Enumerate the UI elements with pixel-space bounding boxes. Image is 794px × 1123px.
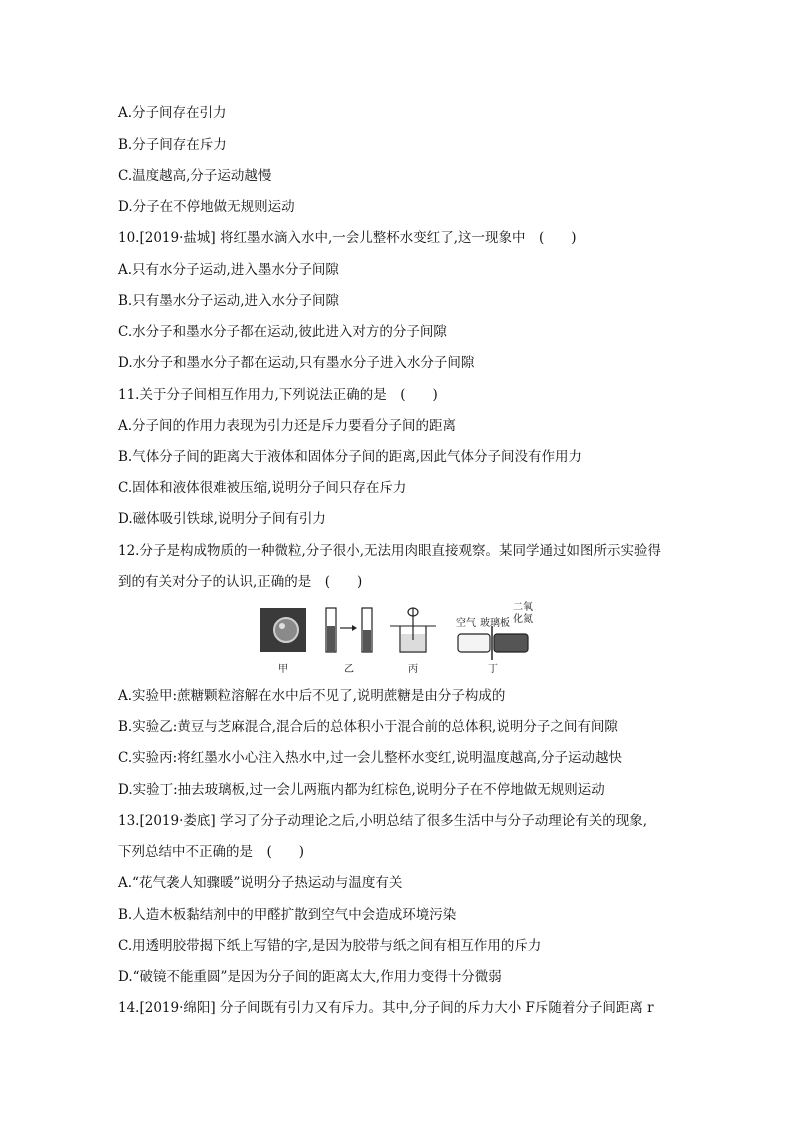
- option-line: B.人造木板黏结剂中的甲醛扩散到空气中会造成环境污染: [118, 907, 457, 923]
- no2-label-line1: 二氧: [513, 602, 533, 613]
- question-12-stem: 12.分子是构成物质的一种微粒,分子很小,无法用肉眼直接观察。某同学通过如图所示实验得: [118, 543, 662, 559]
- question-11-stem: 11.关于分子间相互作用力,下列说法正确的是 ( ): [118, 387, 438, 403]
- option-line: C.水分子和墨水分子都在运动,彼此进入对方的分子间隙: [118, 324, 447, 340]
- arrow-right-icon: [352, 625, 357, 631]
- option-line: A.分子间的作用力表现为引力还是斥力要看分子间的距离: [118, 418, 457, 434]
- option-line: A.只有水分子运动,进入墨水分子间隙: [118, 262, 339, 278]
- question-13-stem-cont: 下列总结中不正确的是 ( ): [118, 844, 305, 860]
- option-line: D.分子在不停地做无规则运动: [118, 199, 295, 215]
- question-12-stem-cont: 到的有关对分子的认识,正确的是 ( ): [118, 574, 363, 590]
- option-line: C.固体和液体很难被压缩,说明分子间只存在斥力: [118, 480, 407, 496]
- option-line: C.实验丙:将红墨水小心注入热水中,过一会儿整杯水变红,说明温度越高,分子运动越快: [118, 750, 623, 766]
- option-line: C.用透明胶带揭下纸上写错的字,是因为胶带与纸之间有相互作用的斥力: [118, 938, 542, 954]
- option-line: D.“破镜不能重圆”是因为分子间的距离太大,作用力变得十分微弱: [118, 969, 502, 985]
- option-line: A.“花气袭人知骤暖”说明分子热运动与温度有关: [118, 875, 403, 891]
- figure-label-jia: 甲: [278, 664, 288, 675]
- question-13-stem: 13.[2019·娄底] 学习了分子动理论之后,小明总结了很多生活中与分子动理论有关的现象,: [118, 813, 648, 829]
- option-line: D.磁体吸引铁球,说明分子间有引力: [118, 511, 326, 527]
- figure-label-yi: 乙: [344, 664, 354, 675]
- option-line: C.温度越高,分子运动越慢: [118, 168, 272, 184]
- question-14-stem: 14.[2019·绵阳] 分子间既有引力又有斥力。其中,分子间的斥力大小 F斥随着分子间距离 r: [118, 1000, 654, 1016]
- figure-label-ding: 丁: [488, 664, 498, 675]
- figure-label-bing: 丙: [408, 664, 418, 675]
- option-line: D.实验丁:抽去玻璃板,过一会儿两瓶内都为红棕色,说明分子在不停地做无规则运动: [118, 782, 605, 798]
- option-line: A.实验甲:蔗糖颗粒溶解在水中后不见了,说明蔗糖是由分子构成的: [118, 688, 506, 704]
- option-line: A.分子间存在引力: [118, 105, 227, 121]
- option-line: D.水分子和墨水分子都在运动,只有墨水分子进入水分子间隙: [118, 355, 475, 371]
- option-line: B.分子间存在斥力: [118, 137, 227, 153]
- option-line: B.气体分子间的距离大于液体和固体分子间的距离,因此气体分子间没有作用力: [118, 449, 583, 465]
- option-line: B.只有墨水分子运动,进入水分子间隙: [118, 293, 340, 309]
- no2-label-line2: 化氮: [513, 614, 533, 625]
- experiment-ding-air-bottle: [458, 634, 490, 652]
- experiment-figure: [258, 604, 534, 674]
- experiment-ding-no2-bottle: [494, 634, 528, 652]
- magnifier-icon: [274, 618, 298, 642]
- option-line: B.实验乙:黄豆与芝麻混合,混合后的总体积小于混合前的总体积,说明分子之间有间隙: [118, 719, 618, 735]
- glass-plate-label: 玻璃板: [480, 618, 510, 629]
- air-label: 空气: [456, 618, 476, 629]
- question-10-stem: 10.[2019·盐城] 将红墨水滴入水中,一会儿整杯水变红了,这一现象中 ( ): [118, 230, 577, 246]
